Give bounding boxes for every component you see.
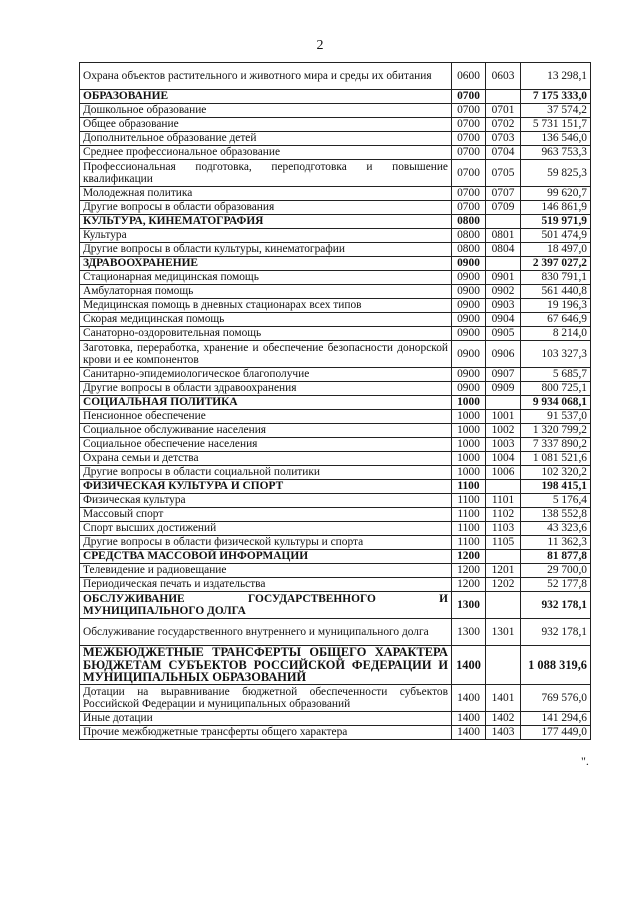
section-total-row: [80, 396, 591, 410]
row-subsection-code-cell: 0801: [486, 229, 521, 243]
row-subsection-code-cell: 1004: [486, 452, 521, 466]
row-name-cell: СРЕДСТВА МАССОВОЙ ИНФОРМАЦИИ: [80, 550, 452, 564]
row-section-code-cell: 0700: [452, 132, 486, 146]
budget-table-body: [80, 63, 591, 740]
row-subsection-code-cell: [486, 550, 521, 564]
row-name-cell: Заготовка, переработка, хранение и обеспечение безопасности донорской крови и ее компонентов: [80, 341, 452, 368]
row-section-code-cell: 0800: [452, 229, 486, 243]
row-name-cell: МЕЖБЮДЖЕТНЫЕ ТРАНСФЕРТЫ ОБЩЕГО ХАРАКТЕРА БЮДЖЕТАМ СУБЪЕКТОВ РОССИЙСКОЙ ФЕДЕРАЦИИ И МУНИЦИПАЛЬНЫХ ОБРАЗОВАНИЙ: [80, 646, 452, 685]
row-name-cell: Дотации на выравнивание бюджетной обеспеченности субъектов Российской Федерации и муниципальных образований: [80, 685, 452, 712]
row-section-code-cell: 1300: [452, 619, 486, 646]
row-amount-cell: 11 362,3: [521, 536, 591, 550]
row-amount-cell: 177 449,0: [521, 726, 591, 740]
table-row: [80, 424, 591, 438]
table-row: [80, 160, 591, 187]
row-subsection-code-cell: 1201: [486, 564, 521, 578]
row-amount-cell: 2 397 027,2: [521, 257, 591, 271]
section-total-row: [80, 592, 591, 619]
row-name-cell: Санитарно-эпидемиологическое благополучие: [80, 368, 452, 382]
row-name-cell: Периодическая печать и издательства: [80, 578, 452, 592]
table-row: [80, 522, 591, 536]
row-section-code-cell: 0800: [452, 243, 486, 257]
row-name-cell: Санаторно-оздоровительная помощь: [80, 327, 452, 341]
row-subsection-code-cell: 0705: [486, 160, 521, 187]
row-name-cell: Спорт высших достижений: [80, 522, 452, 536]
row-name-cell: Дополнительное образование детей: [80, 132, 452, 146]
row-name-cell: Иные дотации: [80, 712, 452, 726]
row-section-code-cell: 0700: [452, 160, 486, 187]
row-amount-cell: 1 081 521,6: [521, 452, 591, 466]
row-section-code-cell: 0700: [452, 90, 486, 104]
row-amount-cell: 519 971,9: [521, 215, 591, 229]
table-row: [80, 146, 591, 160]
row-subsection-code-cell: 0907: [486, 368, 521, 382]
row-amount-cell: 9 934 068,1: [521, 396, 591, 410]
table-row: [80, 63, 591, 90]
row-amount-cell: 37 574,2: [521, 104, 591, 118]
row-subsection-code-cell: 1401: [486, 685, 521, 712]
table-row: [80, 410, 591, 424]
row-section-code-cell: 1100: [452, 480, 486, 494]
table-row: [80, 271, 591, 285]
row-amount-cell: 99 620,7: [521, 187, 591, 201]
table-row: [80, 564, 591, 578]
row-subsection-code-cell: [486, 480, 521, 494]
row-subsection-code-cell: 1301: [486, 619, 521, 646]
row-name-cell: Другие вопросы в области культуры, кинематографии: [80, 243, 452, 257]
row-subsection-code-cell: 0702: [486, 118, 521, 132]
row-amount-cell: 932 178,1: [521, 619, 591, 646]
row-section-code-cell: 1400: [452, 726, 486, 740]
row-section-code-cell: 1200: [452, 578, 486, 592]
closing-quote: ".: [581, 754, 589, 768]
table-row: [80, 508, 591, 522]
table-row: [80, 726, 591, 740]
row-name-cell: Физическая культура: [80, 494, 452, 508]
row-section-code-cell: 0900: [452, 257, 486, 271]
row-amount-cell: 198 415,1: [521, 480, 591, 494]
row-name-cell: Массовый спорт: [80, 508, 452, 522]
row-amount-cell: 7 175 333,0: [521, 90, 591, 104]
row-section-code-cell: 1100: [452, 494, 486, 508]
row-amount-cell: 7 337 890,2: [521, 438, 591, 452]
row-amount-cell: 5 176,4: [521, 494, 591, 508]
row-name-cell: Другие вопросы в области здравоохранения: [80, 382, 452, 396]
row-name-cell: Медицинская помощь в дневных стационарах всех типов: [80, 299, 452, 313]
table-row: [80, 118, 591, 132]
row-amount-cell: 5 731 151,7: [521, 118, 591, 132]
row-section-code-cell: 1400: [452, 685, 486, 712]
row-name-cell: ОБРАЗОВАНИЕ: [80, 90, 452, 104]
row-section-code-cell: 0700: [452, 187, 486, 201]
row-name-cell: ЗДРАВООХРАНЕНИЕ: [80, 257, 452, 271]
row-section-code-cell: 0900: [452, 382, 486, 396]
row-subsection-code-cell: 0902: [486, 285, 521, 299]
row-subsection-code-cell: [486, 257, 521, 271]
row-section-code-cell: 1400: [452, 712, 486, 726]
row-subsection-code-cell: [486, 592, 521, 619]
row-section-code-cell: 1100: [452, 522, 486, 536]
row-amount-cell: 963 753,3: [521, 146, 591, 160]
table-row: [80, 685, 591, 712]
row-section-code-cell: 1100: [452, 508, 486, 522]
row-name-cell: Молодежная политика: [80, 187, 452, 201]
section-total-row: [80, 550, 591, 564]
row-section-code-cell: 0900: [452, 285, 486, 299]
section-total-row: [80, 215, 591, 229]
row-amount-cell: 146 861,9: [521, 201, 591, 215]
row-section-code-cell: 1100: [452, 536, 486, 550]
row-section-code-cell: 0900: [452, 313, 486, 327]
row-amount-cell: 501 474,9: [521, 229, 591, 243]
row-name-cell: Скорая медицинская помощь: [80, 313, 452, 327]
row-section-code-cell: 1200: [452, 564, 486, 578]
row-amount-cell: 800 725,1: [521, 382, 591, 396]
row-section-code-cell: 0800: [452, 215, 486, 229]
row-amount-cell: 19 196,3: [521, 299, 591, 313]
table-row: [80, 619, 591, 646]
row-amount-cell: 5 685,7: [521, 368, 591, 382]
row-amount-cell: 769 576,0: [521, 685, 591, 712]
row-section-code-cell: 1400: [452, 646, 486, 685]
row-amount-cell: 932 178,1: [521, 592, 591, 619]
row-subsection-code-cell: 0909: [486, 382, 521, 396]
row-name-cell: ФИЗИЧЕСКАЯ КУЛЬТУРА И СПОРТ: [80, 480, 452, 494]
row-amount-cell: 138 552,8: [521, 508, 591, 522]
row-amount-cell: 13 298,1: [521, 63, 591, 90]
row-amount-cell: 1 088 319,6: [521, 646, 591, 685]
table-row: [80, 438, 591, 452]
row-name-cell: ОБСЛУЖИВАНИЕ ГОСУДАРСТВЕННОГО И МУНИЦИПАЛЬНОГО ДОЛГА: [80, 592, 452, 619]
row-amount-cell: 59 825,3: [521, 160, 591, 187]
row-section-code-cell: 0600: [452, 63, 486, 90]
row-subsection-code-cell: [486, 646, 521, 685]
row-section-code-cell: 1300: [452, 592, 486, 619]
table-row: [80, 382, 591, 396]
row-subsection-code-cell: 1003: [486, 438, 521, 452]
row-name-cell: Обслуживание государственного внутреннего и муниципального долга: [80, 619, 452, 646]
row-amount-cell: 103 327,3: [521, 341, 591, 368]
table-row: [80, 368, 591, 382]
row-amount-cell: 18 497,0: [521, 243, 591, 257]
row-amount-cell: 8 214,0: [521, 327, 591, 341]
row-subsection-code-cell: 0703: [486, 132, 521, 146]
page-number: 2: [316, 38, 324, 53]
row-amount-cell: 141 294,6: [521, 712, 591, 726]
row-subsection-code-cell: 1002: [486, 424, 521, 438]
row-amount-cell: 830 791,1: [521, 271, 591, 285]
section-total-row: [80, 90, 591, 104]
row-subsection-code-cell: 0903: [486, 299, 521, 313]
table-row: [80, 452, 591, 466]
row-name-cell: Общее образование: [80, 118, 452, 132]
row-name-cell: Пенсионное обеспечение: [80, 410, 452, 424]
row-subsection-code-cell: 1402: [486, 712, 521, 726]
row-subsection-code-cell: 1006: [486, 466, 521, 480]
row-subsection-code-cell: 0709: [486, 201, 521, 215]
row-subsection-code-cell: 1105: [486, 536, 521, 550]
row-amount-cell: 1 320 799,2: [521, 424, 591, 438]
row-subsection-code-cell: 0701: [486, 104, 521, 118]
table-row: [80, 243, 591, 257]
row-subsection-code-cell: 0707: [486, 187, 521, 201]
row-name-cell: Стационарная медицинская помощь: [80, 271, 452, 285]
row-section-code-cell: 0900: [452, 368, 486, 382]
row-name-cell: Культура: [80, 229, 452, 243]
table-row: [80, 341, 591, 368]
row-section-code-cell: 1000: [452, 410, 486, 424]
row-section-code-cell: 0900: [452, 341, 486, 368]
row-section-code-cell: 1000: [452, 438, 486, 452]
row-section-code-cell: 0900: [452, 271, 486, 285]
row-subsection-code-cell: 0905: [486, 327, 521, 341]
row-section-code-cell: 0700: [452, 201, 486, 215]
row-subsection-code-cell: 1102: [486, 508, 521, 522]
row-subsection-code-cell: [486, 90, 521, 104]
row-section-code-cell: 1000: [452, 424, 486, 438]
row-name-cell: Среднее профессиональное образование: [80, 146, 452, 160]
row-name-cell: Телевидение и радиовещание: [80, 564, 452, 578]
row-section-code-cell: 1000: [452, 396, 486, 410]
row-amount-cell: 43 323,6: [521, 522, 591, 536]
row-subsection-code-cell: 1403: [486, 726, 521, 740]
row-amount-cell: 29 700,0: [521, 564, 591, 578]
row-name-cell: Другие вопросы в области физической культуры и спорта: [80, 536, 452, 550]
row-name-cell: Охрана семьи и детства: [80, 452, 452, 466]
row-subsection-code-cell: 1001: [486, 410, 521, 424]
row-amount-cell: 102 320,2: [521, 466, 591, 480]
row-section-code-cell: 0900: [452, 299, 486, 313]
row-name-cell: Прочие межбюджетные трансферты общего характера: [80, 726, 452, 740]
row-section-code-cell: 0700: [452, 118, 486, 132]
section-total-row: [80, 257, 591, 271]
table-row: [80, 578, 591, 592]
table-row: [80, 285, 591, 299]
row-name-cell: Дошкольное образование: [80, 104, 452, 118]
row-subsection-code-cell: 0901: [486, 271, 521, 285]
table-row: [80, 327, 591, 341]
section-total-row: [80, 480, 591, 494]
row-amount-cell: 91 537,0: [521, 410, 591, 424]
row-subsection-code-cell: 0704: [486, 146, 521, 160]
row-section-code-cell: 1000: [452, 466, 486, 480]
row-subsection-code-cell: 0603: [486, 63, 521, 90]
table-row: [80, 187, 591, 201]
table-row: [80, 313, 591, 327]
table-row: [80, 299, 591, 313]
row-name-cell: Амбулаторная помощь: [80, 285, 452, 299]
row-subsection-code-cell: 1101: [486, 494, 521, 508]
row-name-cell: Социальное обслуживание населения: [80, 424, 452, 438]
budget-table: [79, 62, 591, 740]
table-row: [80, 494, 591, 508]
row-name-cell: Другие вопросы в области образования: [80, 201, 452, 215]
table-row: [80, 132, 591, 146]
row-amount-cell: 67 646,9: [521, 313, 591, 327]
row-amount-cell: 136 546,0: [521, 132, 591, 146]
table-row: [80, 201, 591, 215]
row-subsection-code-cell: 1202: [486, 578, 521, 592]
row-subsection-code-cell: 1103: [486, 522, 521, 536]
row-section-code-cell: 1000: [452, 452, 486, 466]
row-name-cell: Социальное обеспечение населения: [80, 438, 452, 452]
row-section-code-cell: 1200: [452, 550, 486, 564]
row-name-cell: Охрана объектов растительного и животного мира и среды их обитания: [80, 63, 452, 90]
row-section-code-cell: 0700: [452, 104, 486, 118]
row-subsection-code-cell: 0904: [486, 313, 521, 327]
row-name-cell: КУЛЬТУРА, КИНЕМАТОГРАФИЯ: [80, 215, 452, 229]
section-total-row: [80, 646, 591, 685]
table-row: [80, 229, 591, 243]
row-amount-cell: 561 440,8: [521, 285, 591, 299]
row-subsection-code-cell: [486, 215, 521, 229]
table-row: [80, 536, 591, 550]
row-amount-cell: 81 877,8: [521, 550, 591, 564]
row-name-cell: Профессиональная подготовка, переподготовка и повышение квалификации: [80, 160, 452, 187]
row-subsection-code-cell: 0906: [486, 341, 521, 368]
table-row: [80, 466, 591, 480]
table-row: [80, 104, 591, 118]
row-subsection-code-cell: [486, 396, 521, 410]
row-name-cell: Другие вопросы в области социальной политики: [80, 466, 452, 480]
row-subsection-code-cell: 0804: [486, 243, 521, 257]
row-amount-cell: 52 177,8: [521, 578, 591, 592]
row-section-code-cell: 0900: [452, 327, 486, 341]
row-section-code-cell: 0700: [452, 146, 486, 160]
table-row: [80, 712, 591, 726]
row-name-cell: СОЦИАЛЬНАЯ ПОЛИТИКА: [80, 396, 452, 410]
